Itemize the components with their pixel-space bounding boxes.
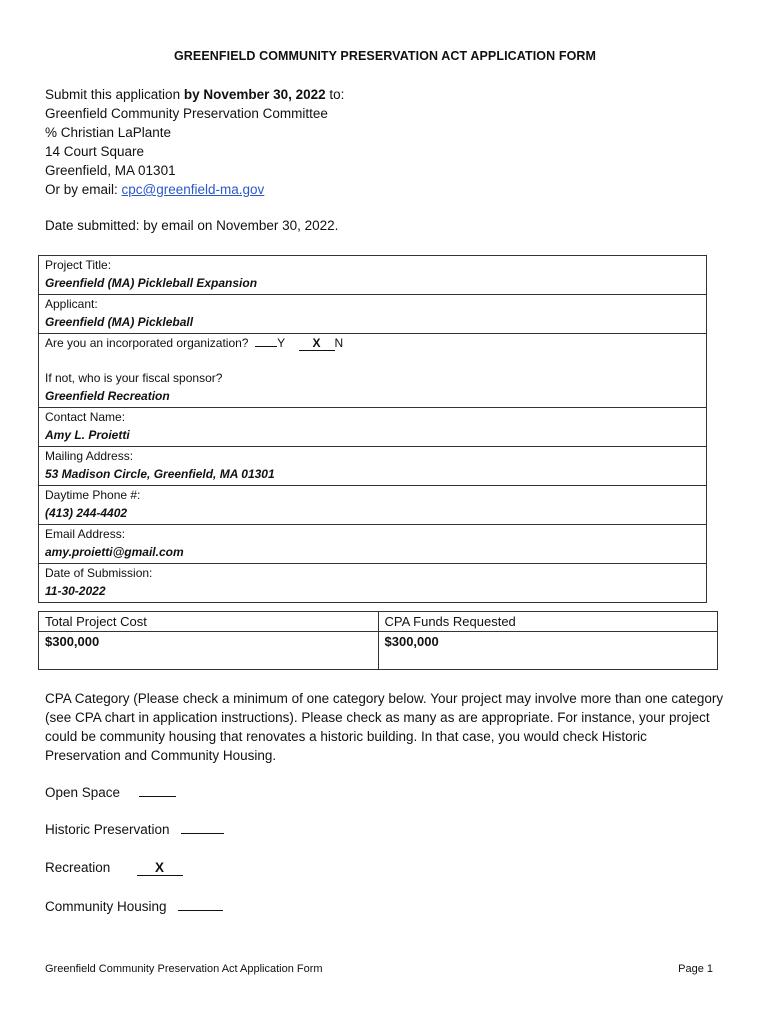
email-cell [39, 525, 707, 564]
category-label: Community Housing [45, 899, 167, 914]
phone-label: Daytime Phone #: [45, 488, 141, 502]
email-value: amy.proietti@gmail.com [45, 544, 184, 559]
cpa-funds-label: CPA Funds Requested [378, 612, 718, 632]
table-row [39, 334, 707, 408]
category-mark-blank [139, 796, 176, 797]
cost-table [38, 611, 718, 670]
total-cost-value: $300,000 [39, 632, 379, 670]
table-row [39, 632, 718, 670]
incorporated-no-label: N [334, 336, 344, 350]
table-row [39, 408, 707, 447]
table-row [39, 486, 707, 525]
category-label: Open Space [45, 785, 121, 800]
table-row [39, 564, 707, 603]
fiscal-sponsor-question: If not, who is your fiscal sponsor? [45, 371, 223, 385]
address-line: Greenfield Community Preservation Committee [45, 106, 328, 121]
footer-page-number: Page 1 [678, 963, 713, 975]
submit-suffix: to: [325, 87, 345, 102]
category-mark-blank [181, 833, 224, 834]
contact-value: Amy L. Proietti [45, 427, 130, 442]
category-recreation [45, 860, 183, 876]
address-line: % Christian LaPlante [45, 125, 172, 140]
submit-prefix: Submit this application [45, 87, 184, 102]
spacer [45, 353, 700, 371]
mailing-value: 53 Madison Circle, Greenfield, MA 01301 [45, 466, 275, 481]
mailing-cell [39, 447, 707, 486]
cpa-funds-value: $300,000 [378, 632, 718, 670]
table-row [39, 256, 707, 295]
table-row [39, 525, 707, 564]
category-open-space [45, 785, 176, 800]
fiscal-sponsor-value: Greenfield Recreation [45, 388, 170, 403]
email-line [45, 180, 344, 199]
table-row [39, 447, 707, 486]
email-label: Email Address: [45, 527, 126, 541]
incorporated-line [45, 335, 700, 353]
form-title: GREENFIELD COMMUNITY PRESERVATION ACT APPLICATION FORM [173, 49, 597, 63]
submission-date-label: Date of Submission: [45, 566, 153, 580]
incorporated-yes-blank [255, 346, 277, 347]
submission-instructions [45, 85, 344, 199]
mailing-label: Mailing Address: [45, 449, 134, 463]
incorporated-no-blank: X [299, 336, 335, 351]
footer-form-name: Greenfield Community Preservation Act Application Form [45, 963, 323, 975]
submit-line [45, 85, 344, 104]
email-prefix: Or by email: [45, 182, 122, 197]
project-title-value: Greenfield (MA) Pickleball Expansion [45, 275, 258, 290]
category-mark-blank [178, 910, 223, 911]
address-line: Greenfield, MA 01301 [45, 163, 176, 178]
submission-date-value: 11-30-2022 [45, 583, 106, 598]
project-title-label: Project Title: [45, 258, 112, 272]
category-community-housing [45, 899, 223, 914]
submit-deadline: by November 30, 2022 [183, 87, 326, 102]
date-submitted: Date submitted: by email on November 30, 2022. [45, 218, 339, 233]
applicant-cell [39, 295, 707, 334]
total-cost-label: Total Project Cost [39, 612, 379, 632]
phone-cell [39, 486, 707, 525]
address-line: 14 Court Square [45, 144, 145, 159]
category-label: Historic Preservation [45, 822, 170, 837]
applicant-label: Applicant: [45, 297, 98, 311]
phone-value: (413) 244-4402 [45, 505, 128, 520]
category-label: Recreation [45, 860, 111, 875]
table-row [39, 612, 718, 632]
incorporated-cell [39, 334, 707, 408]
incorporated-yes-label: Y [277, 336, 286, 350]
table-row [39, 295, 707, 334]
submission-date-cell [39, 564, 707, 603]
category-historic-preservation [45, 822, 224, 837]
incorporated-question: Are you an incorporated organization? [45, 336, 249, 350]
contact-cell [39, 408, 707, 447]
contact-label: Contact Name: [45, 410, 126, 424]
category-mark-blank: X [137, 861, 183, 876]
applicant-value: Greenfield (MA) Pickleball [45, 314, 194, 329]
category-instructions: CPA Category (Please check a minimum of one category below. Your project may involve more than one category (see CPA chart in application instructions). Please check as many as are appropriate. For instance, your project could be community housing that renovates a historic building. In that case, you would check Historic Preservation and Community Housing. [45, 691, 724, 763]
applicant-info-table [38, 255, 707, 603]
project-title-cell [39, 256, 707, 295]
committee-email-link[interactable]: cpc@greenfield-ma.gov [121, 182, 265, 197]
